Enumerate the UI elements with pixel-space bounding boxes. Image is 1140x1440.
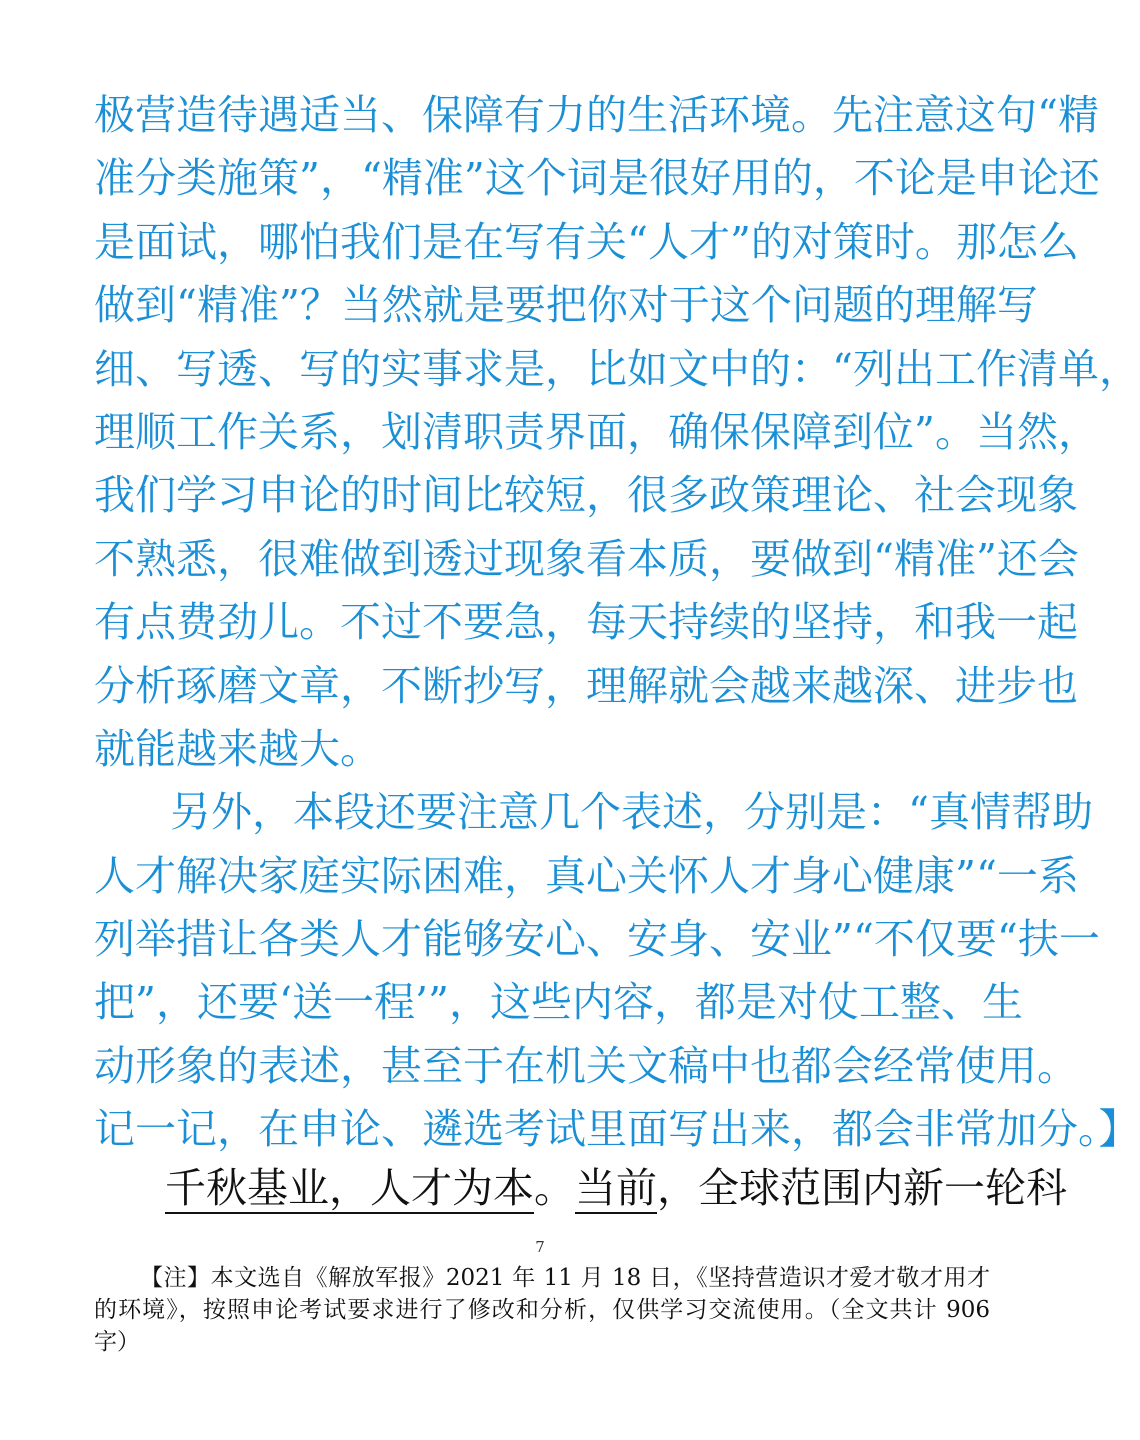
commentary-line: 记一记，在申论、遴选考试里面写出来，都会非常加分。】 [94,1105,1140,1154]
commentary-line: 另外，本段还要注意几个表述，分别是：“真情帮助 [170,788,1093,837]
commentary-line: 做到“精准”？当然就是要把你对于这个问题的理解写 [94,281,1038,330]
commentary-line: 列举措让各类人才能够安心、安身、安业”“不仅要“扶一 [94,915,1100,964]
commentary-line: 极营造待遇适当、保障有力的生活环境。先注意这句“精 [94,91,1099,139]
commentary-line: 人才解决家庭实际困难，真心关怀人才身心健康”“一系 [94,851,1079,900]
footnote-line: 字） [94,1329,140,1355]
commentary-line: 是面试，哪怕我们是在写有关“人才”的对策时。那怎么 [94,217,1079,266]
commentary-line: 不熟悉，很难做到透过现象看本质，要做到“精准”还会 [94,534,1079,583]
commentary-line: 细、写透、写的实事求是，比如文中的：“列出工作清单， [94,344,1140,393]
commentary-line: 有点费劲儿。不过不要急，每天持续的坚持，和我一起 [94,598,1078,647]
commentary-line: 动形象的表述，甚至于在机关文稿中也都会经常使用。 [94,1041,1078,1090]
footnote-line: 的环境》，按照申论考试要求进行了修改和分析，仅供学习交流使用。（全文共计 906 [94,1297,990,1323]
underlined-phrase: 当前 [575,1164,657,1212]
page-number: 7 [535,1238,545,1256]
commentary-line: 我们学习申论的时间比较短，很多政策理论、社会现象 [94,471,1078,520]
main-text-line [165,1158,1067,1218]
commentary-block [94,84,1140,1162]
commentary-line: 准分类施策”，“精准”这个词是很好用的，不论是申论还 [94,154,1100,203]
footnote-line: 【注】本文选自《解放军报》2021 年 11 月 18 日，《坚持营造识才爱才敬才用才 [140,1265,990,1291]
main-text-fragment: 。 [534,1164,575,1212]
main-text-fragment: ，全球范围内新一轮科 [657,1164,1067,1212]
commentary-line: 就能越来越大。 [94,724,381,773]
underlined-phrase: 千秋基业，人才为本 [165,1164,534,1212]
commentary-line: 理顺工作关系，划清职责界面，确保保障到位”。当然， [94,407,1099,456]
footnote [94,1262,990,1358]
commentary-line: 把”，还要‘送一程’”，这些内容，都是对仗工整、生 [94,978,1023,1027]
commentary-line: 分析琢磨文章，不断抄写，理解就会越来越深、进步也 [94,661,1078,710]
